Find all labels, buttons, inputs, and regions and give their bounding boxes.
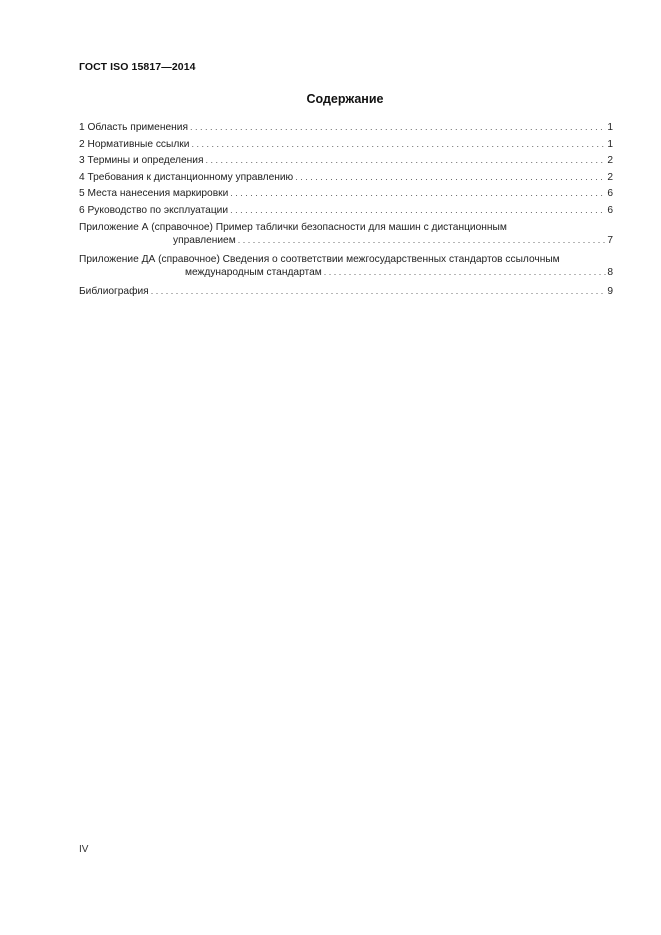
page-number: IV (79, 844, 89, 855)
toc-page-number: 2 (607, 171, 613, 183)
dot-leader (230, 202, 606, 219)
toc-title: Содержание (306, 92, 384, 106)
toc-entry-label: 5 Места нанесения маркировки (79, 186, 230, 203)
toc-entry-marking-locations[interactable] (79, 185, 613, 202)
toc-entry-label: 3 Термины и определения (79, 153, 205, 170)
dot-leader (205, 152, 606, 169)
toc-entry-scope[interactable] (79, 119, 613, 136)
toc-entry-normative-references[interactable] (79, 136, 613, 153)
dot-leader (190, 119, 606, 136)
toc-page-number: 8 (607, 267, 613, 279)
dot-leader (324, 266, 607, 280)
toc-entry-label: 1 Область применения (79, 120, 190, 137)
toc-entry-label-line2: международным стандартам (185, 267, 322, 279)
toc-entry-annex-a[interactable] (79, 219, 613, 251)
toc-page-number: 6 (607, 188, 613, 200)
toc-page-number: 1 (607, 122, 613, 133)
toc-entry-label: 6 Руководство по эксплуатации (79, 203, 230, 220)
toc-entry-label-line1: Приложение ДА (справочное) Сведения о соответствии межгосударственных стандартов ссылочным (79, 253, 560, 265)
toc-page-number: 1 (607, 138, 613, 150)
dot-leader (151, 283, 607, 300)
dot-leader (238, 234, 607, 248)
toc-entry-label-line2: управлением (173, 235, 236, 247)
toc-page-number: 6 (607, 204, 613, 216)
toc-entry-bibliography[interactable] (79, 283, 613, 300)
dot-leader (230, 185, 606, 202)
toc-page-number: 9 (607, 285, 613, 297)
dot-leader (191, 136, 606, 153)
toc-entry-annex-da[interactable] (79, 251, 613, 283)
toc-entry-label: 2 Нормативные ссылки (79, 137, 191, 154)
toc-page-number: 2 (607, 155, 613, 167)
toc-entry-label: 4 Требования к дистанционному управлению (79, 170, 295, 187)
toc-entry-label-line1: Приложение А (справочное) Пример таблички безопасности для машин с дистанционным (79, 221, 507, 233)
table-of-contents (79, 119, 613, 299)
dot-leader (295, 169, 606, 186)
toc-entry-label: Библиография (79, 284, 151, 301)
standard-designation: ГОСТ ISO 15817—2014 (79, 61, 196, 73)
toc-entry-remote-control-requirements[interactable] (79, 169, 613, 186)
toc-page-number: 7 (607, 235, 613, 247)
toc-entry-terms-definitions[interactable] (79, 152, 613, 169)
toc-entry-operating-manual[interactable] (79, 202, 613, 219)
